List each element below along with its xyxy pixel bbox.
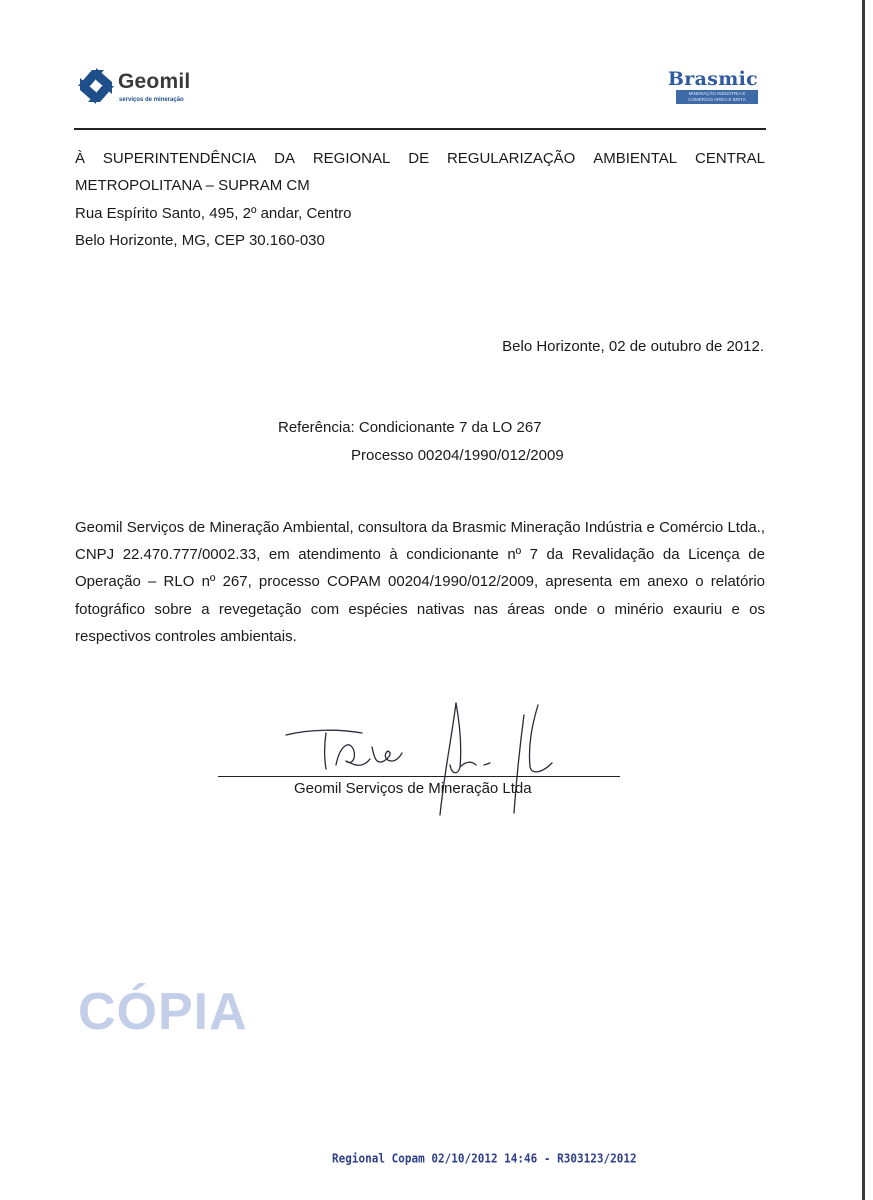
geomil-logo-tagline: serviços de mineração bbox=[119, 97, 184, 103]
recipient-word: CENTRAL bbox=[694, 150, 765, 167]
copia-stamp: CÓPIA bbox=[78, 983, 248, 1041]
recipient-word: À bbox=[75, 150, 86, 167]
brasmic-tagline-1: MINERAÇÃO INDÚSTRIA E bbox=[688, 91, 746, 96]
brasmic-logo-name: Brasmic bbox=[667, 68, 758, 90]
brasmic-tagline-2: COMÉRCIO AREIA E BRITA bbox=[688, 96, 746, 102]
handwritten-signature bbox=[280, 695, 580, 825]
recipient-word: SUPERINTENDÊNCIA bbox=[102, 150, 257, 167]
protocol-stamp: Regional Copam 02/10/2012 14:46 - R303123/2012 bbox=[332, 1151, 637, 1166]
geomil-logo bbox=[74, 64, 234, 112]
signature-caption: Geomil Serviços de Mineração Ltda bbox=[294, 780, 532, 797]
header-rule bbox=[74, 128, 766, 130]
reference-line: Referência: Condicionante 7 da LO 267 bbox=[278, 419, 542, 436]
recipient-word: REGULARIZAÇÃO bbox=[446, 150, 576, 167]
geomil-mark-icon bbox=[74, 64, 118, 108]
recipient-word: DE bbox=[408, 150, 430, 167]
page-edge bbox=[862, 0, 865, 1200]
geomil-logo-name: Geomil bbox=[118, 70, 191, 93]
process-line: Processo 00204/1990/012/2009 bbox=[351, 447, 564, 464]
recipient-line-2: METROPOLITANA – SUPRAM CM bbox=[75, 177, 310, 194]
signature-line bbox=[218, 776, 620, 777]
recipient-word: AMBIENTAL bbox=[593, 150, 678, 167]
recipient-city: Belo Horizonte, MG, CEP 30.160-030 bbox=[75, 232, 325, 249]
brasmic-logo bbox=[667, 68, 758, 106]
letter-date: Belo Horizonte, 02 de outubro de 2012. bbox=[502, 338, 764, 355]
recipient-word: REGIONAL bbox=[312, 150, 391, 167]
brasmic-logo-band bbox=[676, 90, 758, 104]
recipient-line-1 bbox=[75, 145, 765, 172]
recipient-word: DA bbox=[274, 150, 295, 167]
letter-body: Geomil Serviços de Mineração Ambiental, consultora da Brasmic Mineração Indústria e Comércio Ltda., CNPJ 22.470.777/0002.33, em atendimento à condicionante nº 7 da Revalidação da Licença de Operação – RLO nº 267, processo COPAM 00204/1990/012/2009, apresenta em anexo o relatório fotográfico sobre a revegetação com espécies nativas nas áreas onde o minério exauriu e os respectivos controles ambientais. bbox=[75, 519, 765, 645]
recipient-address: Rua Espírito Santo, 495, 2º andar, Centro bbox=[75, 205, 352, 222]
